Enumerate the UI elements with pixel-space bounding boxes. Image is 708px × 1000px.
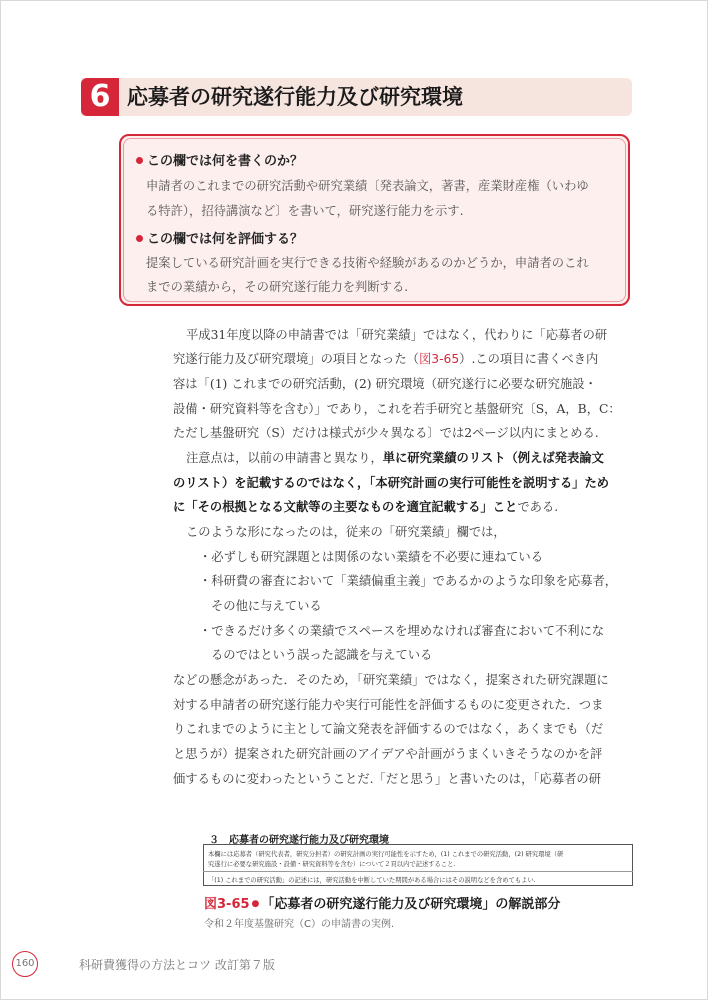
paragraph-1-line-2-tail: ）.この項目に書くべき内 [459,352,599,366]
paragraph-1-line-1: 平成31年度以降の申請書では「研究業績」ではなく，代わりに「応募者の研 [186,328,608,342]
figure-form-text-2: 究遂行に必要な研究施設・設備・研究資料等を含む）について２頁以内で記述すること. [208,861,456,868]
paragraph-2-line-3 [173,499,558,515]
figure-caption-text: 「応募者の研究遂行能力及び研究環境」の解説部分 [261,897,561,912]
bullet-dot-icon [136,235,143,242]
bullet-dot-icon [136,157,143,164]
paragraph-2-line-1-text: 注意点は，以前の申請書と異なり， [186,451,383,465]
paragraph-2-line-1-emphasis: 単に研究業績のリスト（例えば発表論文 [382,451,604,465]
paragraph-2-line-2: のリスト）を記載するのではなく，「本研究計画の実行可能性を説明する」ため [173,476,610,490]
figure-caption-number: 図3-65 [204,897,250,912]
figure-form-divider [203,871,633,872]
figure-form-text-3: 「(1) これまでの研究活動」の記述には，研究活動を中断していた期間がある場合にはその説明などを含めてもよい. [208,877,536,884]
figure-caption [204,893,560,912]
paragraph-1-line-3: 容は「(1) これまでの研究活動，(2) 研究環境（研究遂行に必要な研究施設・ [173,377,597,391]
callout-answer-2-line-1: 提案している研究計画を実行できる技術や経験があるのかどうか，申請者のこれ [146,256,589,270]
paragraph-2-line-3-emphasis: に「その根拠となる文献等の主要なものを適宜記載する」こと [173,500,518,514]
paragraph-4-line-1: などの懸念があった．そのため，「研究業績」ではなく，提案された研究課題に [173,673,609,687]
callout-answer-1-line-1: 申請者のこれまでの研究活動や研究業績〔発表論文，著書，産業財産権（いわゆ [146,179,589,193]
callout-answer-2-line-2: までの業績から，その研究遂行能力を判断する. [146,280,409,294]
paragraph-4-line-5: 価するものに変わったということだ.「だと思う」と書いたのは，「応募者の研 [173,772,602,786]
concern-bullet-3: ・できるだけ多くの業績でスペースを埋めなければ審査において不利にな [199,624,605,638]
callout-question-2 [136,228,303,247]
paragraph-2-line-3-text: である. [517,500,559,514]
callout-question-1-text: この欄では何を書くのか？ [147,154,304,169]
callout-question-1 [136,150,303,169]
paragraph-4-line-2: 対する申請者の研究遂行能力や実行可能性を評価するものに変更された．つま [173,698,604,712]
figure-form-text-1: 本欄には応募者（研究代表者，研究分担者）の研究計画の実行可能性を示すため，(1) これまでの研究活動，(2) 研究環境（研 [208,851,564,858]
paragraph-1-line-2 [173,351,598,367]
figure-caption-note: 令和２年度基盤研究（C）の申請書の実例. [204,919,395,930]
paragraph-1-line-4: 設備・研究資料等を含む）」であり，これを若手研究と基盤研究〔S，A，B，C： [173,402,621,416]
paragraph-1-line-2-text: 究遂行能力及び研究環境」の項目となった（ [173,352,419,366]
concern-bullet-1: ・必ずしも研究課題とは関係のない業績を不必要に連ねている [199,550,544,564]
concern-bullet-2-cont: その他に与えている [211,599,322,613]
section-title: 応募者の研究遂行能力及び研究環境 [127,85,463,109]
book-title: 科研費獲得の方法とコツ 改訂第７版 [79,958,275,972]
concern-bullet-3-cont: るのではという誤った認識を与えている [211,648,433,662]
paragraph-3-line-1: このような形になったのは，従来の「研究業績」欄では， [186,525,506,539]
paragraph-2-line-1 [186,450,604,466]
figure-form-title: ３ 応募者の研究遂行能力及び研究環境 [209,835,389,846]
figure-reference-link[interactable]: 図3-65 [418,352,460,366]
page-number: 160 [12,951,38,977]
section-number: 6 [81,78,119,116]
callout-question-2-text: この欄では何を評価する？ [147,232,304,247]
concern-bullet-2: ・科研費の審査において「業績偏重主義」であるかのような印象を応募者， [199,574,618,588]
callout-answer-1-line-2: る特許），招待講演など〕を書いて，研究遂行能力を示す. [146,204,464,218]
paragraph-1-line-5: ただし基盤研究（S）だけは様式が少々異なる〕では2ページ以内にまとめる. [173,426,599,440]
paragraph-4-line-3: りこれまでのように主として論文発表を評価するのではなく，あくまでも（だ [173,722,604,736]
paragraph-4-line-4: と思うが）提案された研究計画のアイデアや計画がうまくいきそうなのかを評 [173,747,603,761]
caption-dot-icon: ● [251,899,260,909]
